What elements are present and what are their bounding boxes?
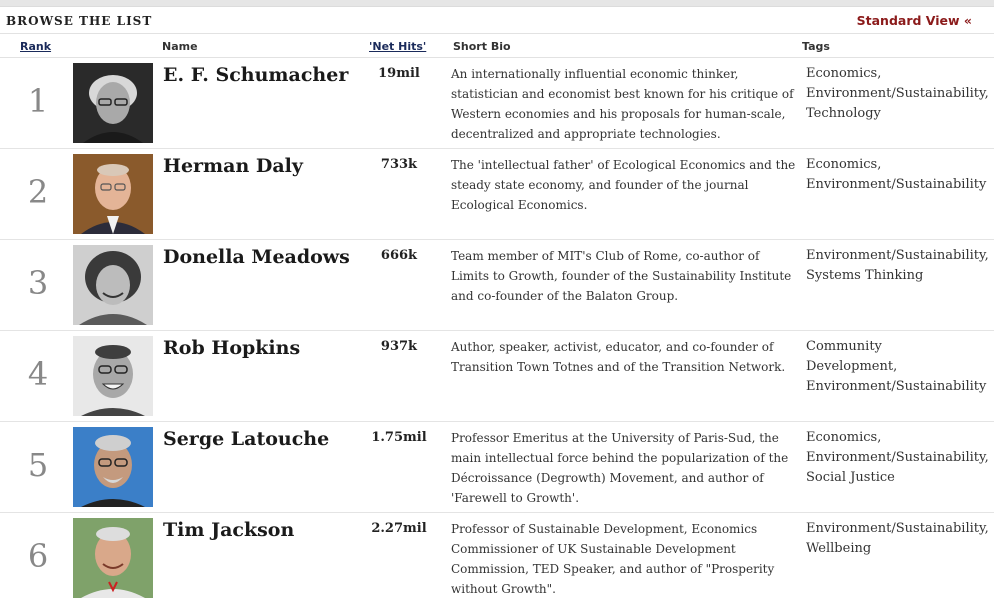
short-bio: Professor of Sustainable Development, Economics Commissioner of UK Sustainable Development Commission, TED Speaker, and author of "Prosperity without Growth". xyxy=(451,522,775,596)
list-item xyxy=(0,58,994,149)
tags-column-header: Tags xyxy=(802,40,830,53)
tag-link[interactable]: Environment/Sustainability xyxy=(806,177,987,192)
net-hits-value: 1.75mil xyxy=(371,430,427,445)
list-item xyxy=(0,513,994,603)
portrait-image xyxy=(73,336,153,416)
person-name[interactable]: Donella Meadows xyxy=(163,246,350,268)
tag-link[interactable]: Systems Thinking xyxy=(806,268,924,283)
tag-link[interactable]: Technology xyxy=(806,106,881,121)
tag-link[interactable]: Environment/Sustainability, xyxy=(806,248,989,263)
rank-column-header[interactable]: Rank xyxy=(20,40,52,53)
tags-list xyxy=(806,428,994,488)
person-photo[interactable] xyxy=(73,63,153,143)
short-bio-column-header: Short Bio xyxy=(453,40,511,53)
rank-number: 3 xyxy=(27,264,49,302)
tag-link[interactable]: Community xyxy=(806,339,882,354)
list-item xyxy=(0,422,994,513)
list-header xyxy=(0,7,994,34)
tag-link[interactable]: Social Justice xyxy=(806,470,895,485)
net-hits-value: 19mil xyxy=(378,66,420,81)
tag-link[interactable]: Economics, xyxy=(806,157,882,172)
net-hits-value: 733k xyxy=(380,157,418,172)
person-photo[interactable] xyxy=(73,154,153,234)
short-bio: An internationally influential economic thinker, statistician and economist best known for his critique of Western economies and his proposals for human-scale, decentralized and appropriate technologies. xyxy=(451,67,794,141)
column-headers xyxy=(0,34,994,58)
rank-number: 6 xyxy=(27,537,49,575)
portrait-image xyxy=(73,63,153,143)
rank-number: 4 xyxy=(27,355,49,393)
rank-number: 2 xyxy=(27,173,49,211)
net-hits-value: 937k xyxy=(380,339,418,354)
tags-list xyxy=(806,337,994,397)
net-hits-value: 2.27mil xyxy=(371,521,427,536)
tags-list xyxy=(806,519,994,559)
tag-link[interactable]: Wellbeing xyxy=(806,541,872,556)
rank-number: 5 xyxy=(27,446,49,484)
person-name[interactable]: Tim Jackson xyxy=(163,519,295,541)
net-hits-column-header[interactable]: 'Net Hits' xyxy=(369,40,427,53)
person-photo[interactable] xyxy=(73,245,153,325)
person-name[interactable]: Rob Hopkins xyxy=(163,337,301,359)
portrait-image xyxy=(73,518,153,598)
tag-link[interactable]: Environment/Sustainability, xyxy=(806,521,989,536)
net-hits-value: 666k xyxy=(380,248,418,263)
portrait-image xyxy=(73,154,153,234)
tag-link[interactable]: Environment/Sustainability, xyxy=(806,86,989,101)
list-item xyxy=(0,331,994,422)
standard-view-link[interactable]: Standard View « xyxy=(856,13,972,28)
tags-list xyxy=(806,246,994,286)
short-bio: Team member of MIT's Club of Rome, co-author of Limits to Growth, founder of the Sustainability Institute and co-founder of the Balaton Group. xyxy=(451,249,792,303)
short-bio: Professor Emeritus at the University of Paris-Sud, the main intellectual force behind the popularization of the Décroissance (Degrowth) Movement, and author of 'Farewell to Growth'. xyxy=(451,431,789,505)
person-photo[interactable] xyxy=(73,336,153,416)
portrait-image xyxy=(73,245,153,325)
person-photo[interactable] xyxy=(73,427,153,507)
tags-list xyxy=(806,155,994,195)
list-item xyxy=(0,240,994,331)
name-column-header: Name xyxy=(162,40,198,53)
tag-link[interactable]: Economics, xyxy=(806,430,882,445)
person-name[interactable]: Herman Daly xyxy=(163,155,303,177)
person-name[interactable]: Serge Latouche xyxy=(163,428,330,450)
person-photo[interactable] xyxy=(73,518,153,598)
tags-list xyxy=(806,64,994,124)
short-bio: The 'intellectual father' of Ecological Economics and the steady state economy, and founder of the journal Ecological Economics. xyxy=(451,158,796,212)
list-item xyxy=(0,149,994,240)
top-bar xyxy=(0,0,994,7)
portrait-image xyxy=(73,427,153,507)
person-name[interactable]: E. F. Schumacher xyxy=(163,64,349,86)
short-bio: Author, speaker, activist, educator, and co-founder of Transition Town Totnes and of the Transition Network. xyxy=(451,340,786,374)
tag-link[interactable]: Development, xyxy=(806,359,898,374)
rank-number: 1 xyxy=(27,82,49,120)
tag-link[interactable]: Environment/Sustainability, xyxy=(806,450,989,465)
browse-title: BROWSE THE LIST xyxy=(6,14,153,28)
tag-link[interactable]: Environment/Sustainability xyxy=(806,379,987,394)
tag-link[interactable]: Economics, xyxy=(806,66,882,81)
people-list xyxy=(0,58,994,603)
